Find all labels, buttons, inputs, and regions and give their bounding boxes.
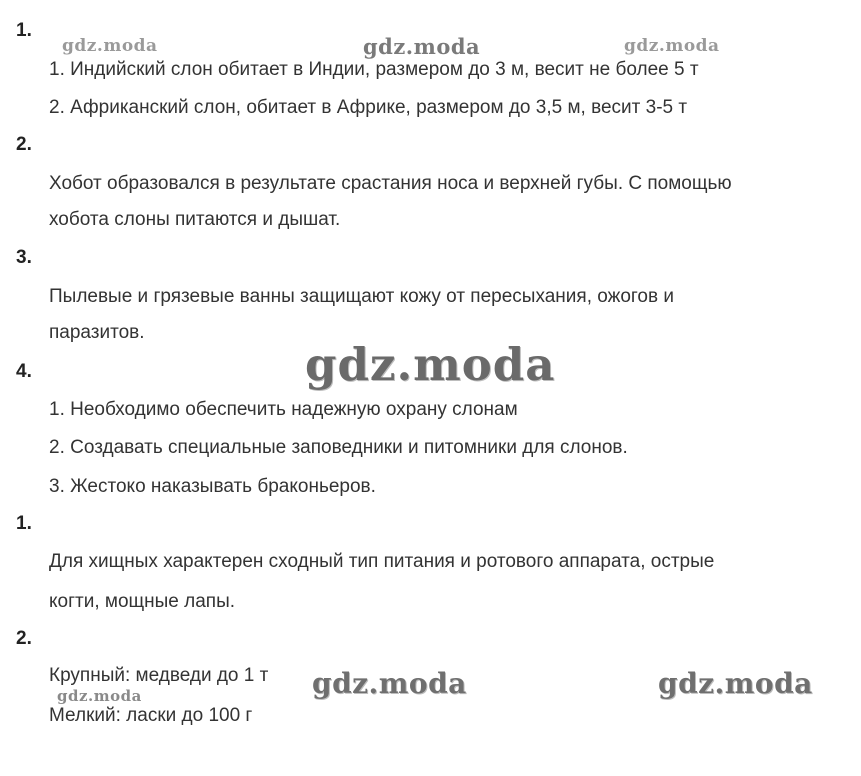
answer-line: 3. Жестоко наказывать браконьеров. — [49, 476, 376, 497]
answer-line: Хобот образовался в результате срастания носа и верхней губы. С помощью — [49, 173, 732, 194]
answer-line: хобота слоны питаются и дышат. — [49, 209, 341, 230]
watermark: gdz.moda — [305, 338, 556, 391]
answer-line: 2. Создавать специальные заповедники и питомники для слонов. — [49, 437, 628, 458]
watermark: gdz.moda — [62, 36, 158, 56]
answer-line: 1. Индийский слон обитает в Индии, размером до 3 м, весит не более 5 т — [49, 59, 699, 80]
answer-line: Пылевые и грязевые ванны защищают кожу от пересыхания, ожогов и — [49, 286, 674, 307]
answer-line: 2. Африканский слон, обитает в Африке, размером до 3,5 м, весит 3-5 т — [49, 97, 688, 118]
answer-line: когти, мощные лапы. — [49, 591, 236, 612]
watermark: gdz.moda — [57, 687, 142, 705]
question-number: 2. — [16, 134, 32, 155]
question-number: 4. — [16, 361, 32, 382]
question-number: 2. — [16, 628, 32, 649]
answer-line: Мелкий: ласки до 100 г — [49, 705, 253, 726]
question-number: 1. — [16, 20, 32, 41]
answer-line: 1. Необходимо обеспечить надежную охрану слонам — [49, 399, 518, 420]
question-number: 3. — [16, 247, 32, 268]
answer-line: Крупный: медведи до 1 т — [49, 665, 269, 686]
watermark: gdz.moda — [658, 667, 813, 700]
watermark: gdz.moda — [363, 34, 481, 59]
question-number: 1. — [16, 513, 32, 534]
watermark: gdz.moda — [312, 667, 467, 700]
answer-line: паразитов. — [49, 322, 145, 343]
watermark: gdz.moda — [624, 36, 720, 56]
answer-line: Для хищных характерен сходный тип питания и ротового аппарата, острые — [49, 551, 715, 572]
